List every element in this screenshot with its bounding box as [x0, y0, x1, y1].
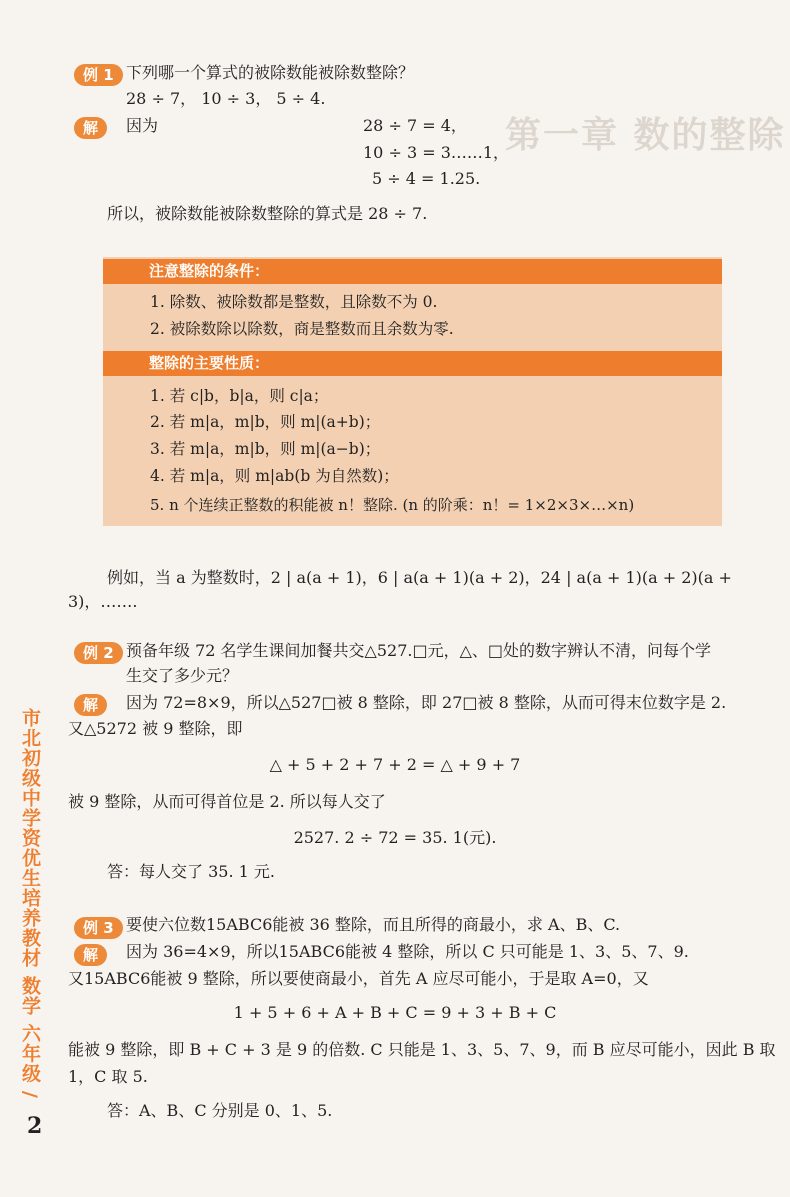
note-property-3: 3. 若 m|a，m|b，则 m|(a−b)； [150, 440, 381, 458]
example-2-equation: △ + 5 + 2 + 7 + 2 = △ + 9 + 7 [269, 755, 521, 774]
example-2-question-line-1: 预备年级 72 名学生课间加餐共交△527.□元，△、□处的数字辨认不清，问每个学 [126, 641, 712, 660]
chapter-title-ghost: 第一章 数的整除 [505, 115, 786, 156]
example-1-eq2: 10 ÷ 3 = 3……1， [363, 143, 510, 162]
note-heading-conditions: 注意整除的条件： [103, 259, 722, 284]
note-condition-2: 2. 被除数除以除数，商是整数而且余数为零. [150, 320, 454, 338]
example-2-solution-line-2: 又△5272 被 9 整除，即 [68, 719, 243, 738]
example-paragraph-line-1: 例如，当 a 为整数时，2 | a(a + 1)，6 | a(a + 1)(a + 2)，24 | a(a + 1)(a + 2)(a + [107, 568, 732, 587]
example-3-equation: 1 + 5 + 6 + A + B + C = 9 + 3 + B + C [233, 1003, 557, 1022]
example-1-eq3: 5 ÷ 4 = 1.25. [372, 169, 481, 188]
example-1-tag: 例 1 [74, 64, 123, 86]
example-1-because: 因为 [126, 116, 159, 135]
note-condition-1: 1. 除数、被除数都是整数，且除数不为 0. [150, 293, 438, 311]
example-1-eq1: 28 ÷ 7 = 4， [363, 116, 467, 135]
note-property-1: 1. 若 c|b，b|a，则 c|a； [150, 387, 329, 405]
example-2-equation-2: 2527. 2 ÷ 72 = 35. 1(元). [293, 828, 497, 847]
example-3-question: 要使六位数15ABC6能被 36 整除，而且所得的商最小，求 A、B、C. [126, 915, 621, 934]
example-1-conclusion: 所以，被除数能被除数整除的算式是 28 ÷ 7. [107, 204, 428, 223]
example-1-question: 下列哪一个算式的被除数能被除数整除？ [126, 63, 415, 82]
side-book-title: 市北初级中学资优生培养教材 数学 六年级 / [19, 708, 41, 1099]
example-1-solution-tag: 解 [74, 117, 107, 139]
note-property-4: 4. 若 m|a，则 m|ab(b 为自然数)； [150, 467, 399, 485]
example-2-answer: 答：每人交了 35. 1 元. [107, 862, 275, 881]
example-paragraph-line-2: 3)，……. [68, 592, 138, 611]
example-2-question-line-2: 生交了多少元？ [126, 666, 239, 685]
example-2-solution-tag: 解 [74, 694, 107, 716]
example-1-expressions: 28 ÷ 7， 10 ÷ 3， 5 ÷ 4. [126, 89, 326, 108]
note-heading-properties: 整除的主要性质： [103, 351, 722, 376]
example-2-tag: 例 2 [74, 642, 123, 664]
example-3-solution-line-2: 又15ABC6能被 9 整除，所以要使商最小，首先 A 应尽可能小，于是取 A=0，又 [68, 969, 649, 988]
example-3-solution-line-3: 能被 9 整除，即 B + C + 3 是 9 的倍数. C 只能是 1、3、5、7、9，而 B 应尽可能小，因此 B 取 [68, 1040, 776, 1059]
example-2-solution-line-1: 因为 72=8×9，所以△527□被 8 整除，即 27□被 8 整除，从而可得末位数字是 2. [126, 693, 727, 712]
example-3-answer: 答：A、B、C 分别是 0、1、5. [107, 1101, 333, 1120]
example-3-solution-line-4: 1，C 取 5. [68, 1067, 148, 1086]
example-3-tag: 例 3 [74, 917, 123, 939]
note-box [103, 257, 722, 526]
example-3-solution-line-1: 因为 36=4×9，所以15ABC6能被 4 整除，所以 C 只可能是 1、3、5、7、9. [126, 942, 689, 961]
note-property-2: 2. 若 m|a，m|b，则 m|(a+b)； [150, 413, 381, 431]
page-number: 2 [27, 1113, 43, 1139]
example-3-solution-tag: 解 [74, 944, 107, 966]
note-property-5: 5. n 个连续正整数的积能被 n！整除. (n 的阶乘：n！= 1×2×3×…×n) [150, 496, 635, 514]
example-2-solution-line-3: 被 9 整除，从而可得首位是 2. 所以每人交了 [68, 792, 386, 811]
